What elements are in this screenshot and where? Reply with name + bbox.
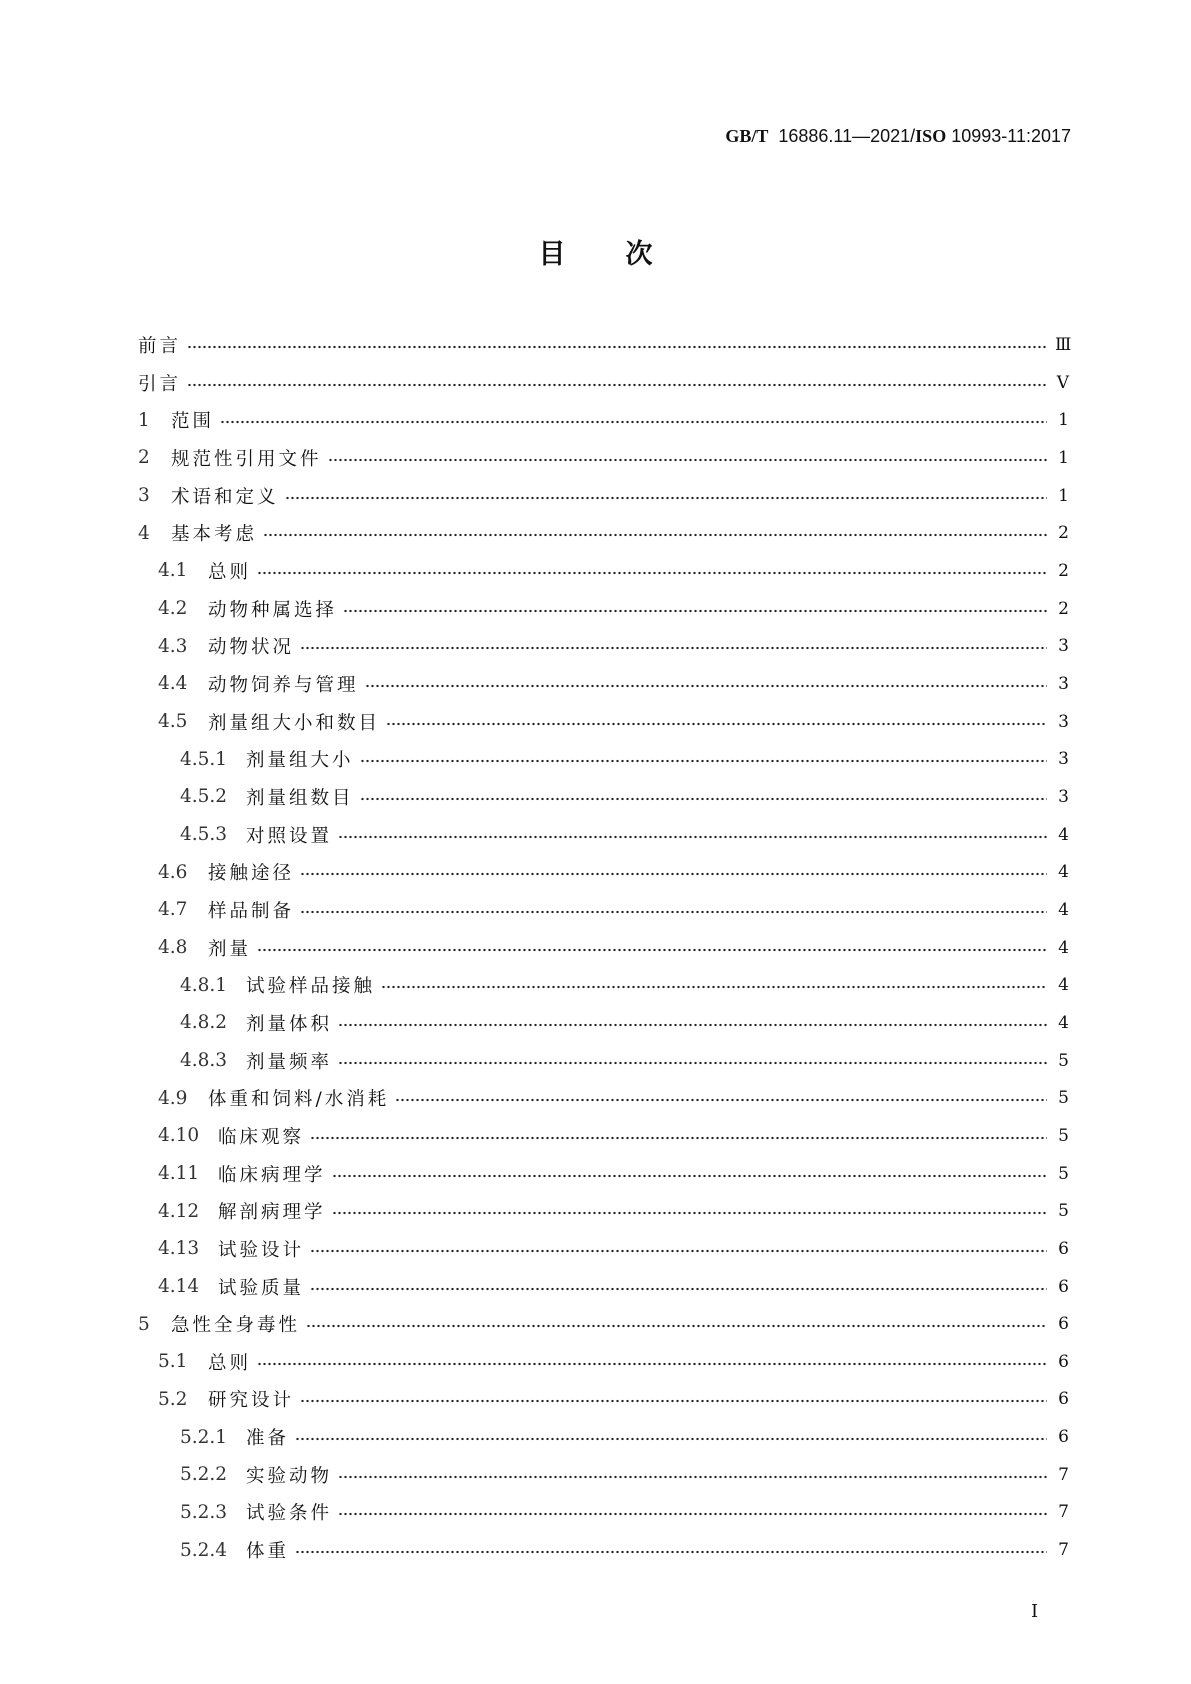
toc-entry-number: 4.1 <box>158 560 188 582</box>
toc-entry-title: 前言 <box>138 336 182 357</box>
toc-entry-number: 4.8 <box>158 937 188 959</box>
dot-leader <box>310 1287 1047 1291</box>
toc-entry[interactable] <box>138 477 1069 515</box>
toc-entry-number: 4.5 <box>158 711 188 733</box>
toc-entry-title: 动物状况 <box>208 637 295 659</box>
std-prefix: GB/T <box>725 126 769 146</box>
toc-entry-title: 动物种属选择 <box>208 599 338 621</box>
toc-entry-number: 4.5.2 <box>180 786 228 808</box>
toc-entry[interactable] <box>138 364 1069 402</box>
toc-entry[interactable] <box>158 552 1069 590</box>
toc-entry[interactable] <box>158 1079 1069 1117</box>
toc-entry-number: 4.3 <box>158 635 188 657</box>
toc-entry-number: 5.2.1 <box>180 1426 228 1448</box>
toc-entry-number: 4.8.2 <box>180 1012 228 1034</box>
toc-entry-page: 5 <box>1058 1088 1069 1109</box>
dot-leader <box>338 1475 1047 1479</box>
toc-entry-number: 4.11 <box>158 1163 200 1185</box>
toc-entry-title: 实验动物 <box>246 1465 333 1487</box>
toc-entry-number: 3 <box>138 485 150 507</box>
toc-entry-number: 4.9 <box>158 1087 188 1109</box>
toc-entry[interactable] <box>158 703 1069 741</box>
toc-entry-page: 5 <box>1058 1201 1069 1222</box>
toc-entry[interactable] <box>158 627 1069 665</box>
toc-entry-title: 规范性引用文件 <box>171 448 322 470</box>
toc-entry-number: 5.2.3 <box>180 1501 228 1523</box>
toc-entry-number: 4 <box>138 522 150 544</box>
toc-entry[interactable] <box>180 1493 1069 1531</box>
dot-leader <box>332 1211 1047 1215</box>
toc-entry-number: 4.12 <box>158 1200 200 1222</box>
toc-entry-title: 试验样品接触 <box>246 976 376 998</box>
toc-entry-title: 总则 <box>208 561 252 583</box>
standard-header <box>725 126 1071 147</box>
dot-leader <box>343 609 1047 613</box>
toc-entry-number: 5 <box>138 1313 150 1335</box>
dot-leader <box>338 1023 1047 1027</box>
toc-entry-title: 试验条件 <box>246 1503 333 1525</box>
dot-leader <box>306 1324 1047 1328</box>
toc-entry-title: 剂量频率 <box>246 1051 333 1073</box>
toc-entry-title: 剂量组大小和数目 <box>208 712 381 734</box>
dot-leader <box>338 835 1047 839</box>
dot-leader <box>386 722 1047 726</box>
toc-entry-page: Ⅴ <box>1056 372 1069 393</box>
toc-entry-title: 动物饲养与管理 <box>208 674 359 696</box>
toc-entry-title: 剂量体积 <box>246 1013 333 1035</box>
toc-entry-number: 5.2 <box>158 1388 188 1410</box>
dot-leader <box>395 1098 1047 1102</box>
toc-entry-page: 6 <box>1058 1238 1069 1259</box>
toc-entry[interactable] <box>158 1343 1069 1381</box>
dot-leader <box>300 646 1047 650</box>
toc-entry[interactable] <box>158 1380 1069 1418</box>
dot-leader <box>263 533 1047 537</box>
toc-entry-title: 总则 <box>208 1352 252 1374</box>
toc-entry-title: 基本考虑 <box>171 524 258 546</box>
toc-entry[interactable] <box>158 665 1069 703</box>
dot-leader <box>295 1550 1047 1554</box>
dot-leader <box>338 1061 1047 1065</box>
toc-entry[interactable] <box>180 1456 1069 1494</box>
toc-entry-title: 试验质量 <box>218 1277 305 1299</box>
toc-entry[interactable] <box>138 401 1069 439</box>
toc-entry-number: 4.13 <box>158 1238 200 1260</box>
toc-entry[interactable] <box>158 590 1069 628</box>
toc-entry-number: 2 <box>138 447 150 469</box>
toc-entry[interactable] <box>180 1042 1069 1080</box>
toc-entry-number: 1 <box>138 409 150 431</box>
toc-entry[interactable] <box>158 929 1069 967</box>
dot-leader <box>300 910 1047 914</box>
dot-leader <box>310 1136 1047 1140</box>
toc-entry-title: 剂量组数目 <box>246 787 354 809</box>
toc-entry-number: 5.1 <box>158 1351 188 1373</box>
toc-entry-number: 4.14 <box>158 1276 200 1297</box>
toc-entry-page: 3 <box>1058 711 1069 732</box>
dot-leader <box>257 948 1047 952</box>
dot-leader <box>220 420 1047 424</box>
toc-entry-page: 1 <box>1058 410 1069 431</box>
dot-leader <box>338 1512 1047 1516</box>
toc-entry-page: 2 <box>1058 598 1069 619</box>
toc-entry[interactable] <box>180 740 1069 778</box>
page-title: 目次 <box>538 239 713 270</box>
toc-entry-number: 4.2 <box>158 598 188 620</box>
toc-entry-title: 对照设置 <box>246 825 333 847</box>
dot-leader <box>300 1399 1047 1403</box>
dot-leader <box>257 1362 1047 1366</box>
toc-entry-number: 4.5.1 <box>180 748 228 770</box>
dot-leader <box>360 759 1047 763</box>
dot-leader <box>332 1174 1047 1178</box>
toc-entry-title: 临床病理学 <box>218 1164 326 1186</box>
dot-leader <box>365 684 1047 688</box>
toc-entry-page: 7 <box>1058 1502 1069 1523</box>
toc-entry-page: 6 <box>1058 1351 1069 1372</box>
toc-entry-number: 4.8.3 <box>180 1050 228 1072</box>
toc-entry[interactable] <box>158 891 1069 929</box>
toc-entry[interactable] <box>158 1230 1069 1268</box>
toc-entry-number: 4.10 <box>158 1125 200 1147</box>
toc-entry-title: 体重 <box>246 1541 290 1563</box>
toc-entry-page: 4 <box>1058 862 1069 883</box>
toc-entry-page: 6 <box>1058 1314 1069 1335</box>
dot-leader <box>310 1249 1047 1253</box>
toc-entry-title: 临床观察 <box>218 1126 305 1148</box>
toc-entry-page: 1 <box>1058 485 1069 506</box>
toc-entry-page: 2 <box>1058 560 1069 581</box>
page-number: I <box>1031 1601 1039 1622</box>
dot-leader <box>187 345 1047 349</box>
toc-entry-page: 7 <box>1058 1464 1069 1485</box>
toc-entry-page: 4 <box>1058 899 1069 920</box>
toc-entry-page: 4 <box>1058 975 1069 996</box>
toc-entry[interactable] <box>158 853 1069 891</box>
toc-entry-title: 急性全身毒性 <box>171 1315 301 1337</box>
dot-leader <box>328 458 1047 462</box>
toc-entry-page: 3 <box>1058 749 1069 770</box>
toc-entry-page: Ⅲ <box>1055 335 1072 355</box>
std-number: 16886.11—2021/ <box>778 126 916 146</box>
dot-leader <box>360 797 1047 801</box>
toc-entry-title: 引言 <box>138 373 182 395</box>
toc-entry[interactable] <box>138 439 1069 477</box>
toc-entry[interactable] <box>138 1305 1069 1343</box>
dot-leader <box>300 872 1047 876</box>
toc-entry-page: 6 <box>1058 1427 1069 1448</box>
toc-entry-page: 2 <box>1058 523 1069 544</box>
toc-entry-page: 7 <box>1058 1540 1069 1561</box>
toc-entry-page: 3 <box>1058 673 1069 694</box>
toc-entry-page: 4 <box>1058 824 1069 845</box>
dot-leader <box>187 383 1047 387</box>
toc-entry-title: 接触途径 <box>208 863 295 885</box>
dot-leader <box>381 985 1047 989</box>
toc-entry-number: 5.2.4 <box>180 1539 228 1561</box>
toc-entry-page: 4 <box>1058 1012 1069 1033</box>
toc-entry-title: 范围 <box>171 411 215 433</box>
toc-entry[interactable] <box>138 514 1069 552</box>
toc-entry-title: 样品制备 <box>208 900 295 922</box>
toc-entry-page: 3 <box>1058 786 1069 807</box>
toc-entry-title: 剂量 <box>208 938 252 960</box>
toc-entry[interactable] <box>158 1117 1069 1155</box>
toc-entry-page: 1 <box>1058 447 1069 468</box>
iso-prefix: ISO <box>915 126 947 146</box>
toc-entry-number: 4.5.3 <box>180 824 228 846</box>
toc-entry-page: 4 <box>1058 937 1069 958</box>
toc-entry[interactable] <box>180 1418 1069 1456</box>
toc-entry[interactable] <box>158 1192 1069 1230</box>
toc-entry-page: 5 <box>1058 1050 1069 1071</box>
toc-entry-page: 6 <box>1058 1276 1069 1297</box>
toc-entry-title: 剂量组大小 <box>246 750 354 772</box>
toc-entry-number: 4.8.1 <box>180 974 228 996</box>
dot-leader <box>257 571 1047 575</box>
toc-entry[interactable] <box>138 326 1072 364</box>
toc-entry-page: 3 <box>1058 636 1069 657</box>
toc-entry[interactable] <box>158 1155 1069 1193</box>
toc-entry-number: 4.7 <box>158 899 188 921</box>
toc-entry-number: 5.2.2 <box>180 1464 228 1486</box>
toc-entry-title: 体重和饲料/水消耗 <box>208 1089 390 1111</box>
toc-entry-title: 解剖病理学 <box>218 1202 326 1224</box>
toc-entry[interactable] <box>180 816 1069 854</box>
toc-entry[interactable] <box>180 1531 1069 1569</box>
toc-entry[interactable] <box>180 778 1069 816</box>
iso-number: 10993-11:2017 <box>951 126 1071 146</box>
toc-entry[interactable] <box>158 1268 1069 1306</box>
toc-entry[interactable] <box>180 1004 1069 1042</box>
toc-entry-title: 试验设计 <box>218 1239 305 1261</box>
toc-entry-page: 5 <box>1058 1163 1069 1184</box>
toc-entry-title: 研究设计 <box>208 1390 295 1412</box>
toc-entry-number: 4.4 <box>158 673 188 695</box>
dot-leader <box>295 1437 1047 1441</box>
toc-entry-number: 4.6 <box>158 861 188 883</box>
toc-entry-page: 6 <box>1058 1389 1069 1410</box>
toc-entry-title: 术语和定义 <box>171 486 279 508</box>
dot-leader <box>285 496 1047 500</box>
toc-entry[interactable] <box>180 966 1069 1004</box>
toc-entry-page: 5 <box>1058 1125 1069 1146</box>
toc-entry-title: 准备 <box>246 1428 290 1450</box>
